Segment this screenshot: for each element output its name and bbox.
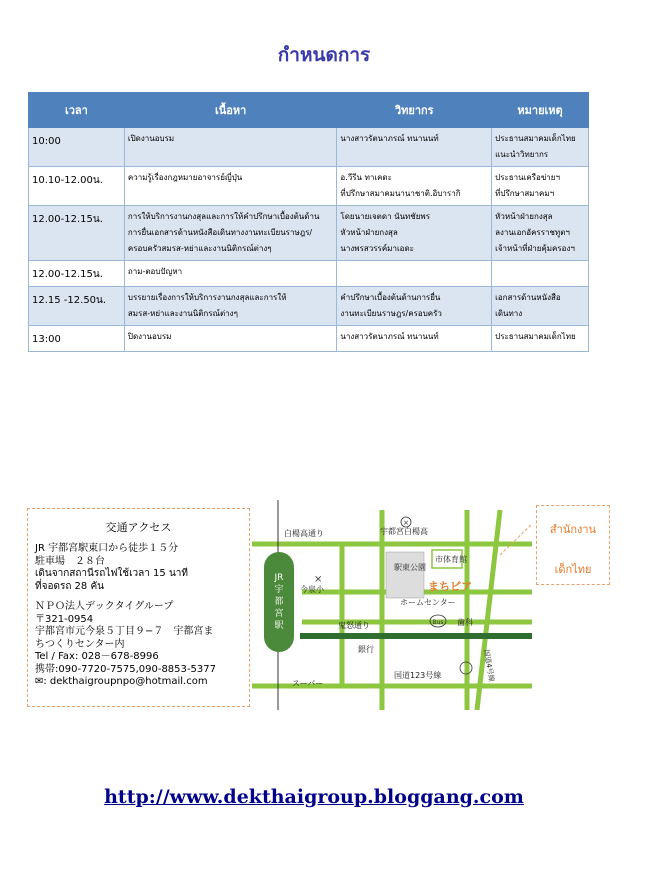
- page-title: กำหนดการ: [277, 44, 371, 66]
- content-cell-line: การยื่นเอกสารด้านหนังสือเดินทางงานทะเบียนราษฎร/: [127, 228, 313, 237]
- access-line: 駐車場 ２８台: [35, 555, 105, 567]
- speaker-cell-line: คำปรึกษาเบื้องต้นด้านการยื่น: [340, 293, 441, 302]
- speaker-cell-line: นางพรสวรรค์มาเอดะ: [340, 244, 414, 253]
- note-cell-line: เจ้าหน้าที่ฝ่ายคุ้มครองฯ: [495, 244, 575, 253]
- note-cell-line: ลงานเอกอัครราชทูตฯ: [495, 228, 570, 237]
- table-row: [29, 287, 589, 326]
- access-line: ＮＰＯ法人デックタイグループ: [35, 601, 174, 612]
- map-office-pointer: [500, 520, 532, 555]
- map-label-imaizumi: 今泉小: [300, 585, 324, 594]
- speaker-cell: [337, 326, 492, 352]
- website-link[interactable]: http://www.dekthaigroup.bloggang.com: [104, 786, 524, 808]
- access-line: ✉: dekthaigroupnpo@hotmail.com: [35, 676, 208, 687]
- speaker-cell-line: หัวหน้าฝ่ายกงสุล: [340, 228, 398, 237]
- note-cell-line: แนะนำวิทยากร: [495, 150, 549, 159]
- access-line: Tel / Fax: 028－678-8996: [35, 651, 159, 662]
- speaker-cell: [337, 128, 492, 167]
- content-cell-line: ครอบครัวสมรส-หย่าและงานนิติกรณ์ต่างๆ: [127, 244, 272, 253]
- content-cell: [124, 128, 337, 167]
- table-row: [29, 326, 589, 352]
- speaker-cell: [337, 261, 492, 287]
- office-line2: เด็กไทย: [554, 563, 592, 576]
- map-label-route123: 国道123号線: [394, 671, 442, 680]
- content-cell-line: บรรยายเรื่องการให้บริการงานกงสุลและการให้: [127, 293, 287, 302]
- content-cell: [124, 206, 337, 261]
- column-header-content: เนื้อหา: [124, 93, 337, 128]
- content-cell-line: ถาม-ตอบปัญหา: [127, 267, 183, 276]
- speaker-cell-line: โดยนายเจตดา นันทชัยพร: [340, 212, 430, 221]
- access-line: 携帯:090-7720-7575,090-8853-5377: [35, 663, 216, 675]
- map-label-home-center: ホームセンター: [400, 598, 456, 607]
- note-cell-line: ประธานสมาคมเด็กไทย: [495, 332, 576, 341]
- access-lines: [35, 543, 242, 689]
- content-cell-line: การให้บริการงานกงสุลและการให้คำปรึกษาเบื้องต้นด้าน: [127, 212, 320, 221]
- speaker-cell-line: ที่ปรึกษาสมาคมนานาชาติ.อิบารากิ: [340, 189, 461, 198]
- office-line1: สำนักงาน: [549, 523, 597, 536]
- speaker-cell-line: นางสาวรัตนาภรณ์ ทนานนท์: [340, 134, 439, 143]
- map-station-label: JR 宇都宮駅: [274, 573, 284, 631]
- map-label-school: 宇都宮白楊高: [380, 527, 428, 536]
- access-line: ที่จอดรถ 28 คัน: [35, 580, 104, 592]
- map-label-bus: Bus: [432, 619, 444, 626]
- map-label-park: 駅東公園: [394, 563, 426, 572]
- access-line: [35, 593, 242, 601]
- table-row: [29, 167, 589, 206]
- note-cell-line: เดินทาง: [495, 309, 523, 318]
- note-cell-line: ประธานเครือข่ายฯ: [495, 173, 560, 182]
- note-cell: [492, 326, 589, 352]
- access-line: 宇都宮市元今泉５丁目９−７ 宇都宮ま: [35, 626, 214, 637]
- map-label-kinu: 鬼怒通り: [338, 621, 370, 630]
- time-cell: 12.00-12.15น.: [29, 206, 125, 261]
- elementary-school-icon: ⨯: [314, 574, 323, 585]
- map-label-gym: 市体育館: [435, 555, 467, 564]
- note-cell: [492, 261, 589, 287]
- table-header-row: [29, 93, 589, 128]
- map-park-area: [386, 552, 424, 598]
- table-row: [29, 261, 589, 287]
- note-cell-line: ที่ปรึกษาสมาคมฯ: [495, 189, 555, 198]
- column-header-note: หมายเหตุ: [492, 93, 589, 128]
- note-cell: [492, 167, 589, 206]
- speaker-cell-line: อ.วีรีน ทาเคดะ: [340, 173, 392, 182]
- note-cell-line: เอกสารด้านหนังสือ: [495, 293, 561, 302]
- speaker-cell-line: นางสาวรัตนาภรณ์ ทนานนท์: [340, 332, 439, 341]
- content-cell-line: ความรู้เรื่องกฎหมายอาจารย์ญี่ปุ่น: [127, 173, 243, 182]
- map-label-venue: まちピア: [428, 580, 472, 593]
- time-cell: 10:00: [29, 128, 125, 167]
- content-cell: [124, 261, 337, 287]
- school-mark-icon: ×: [403, 519, 409, 527]
- access-map: [252, 500, 532, 710]
- content-cell-line: สมรส-หย่าและงานนิติกรณ์ต่างๆ: [127, 309, 238, 318]
- table-row: [29, 206, 589, 261]
- access-heading: 交通アクセス: [105, 521, 172, 534]
- access-info-box: [27, 508, 250, 707]
- speaker-cell: [337, 287, 492, 326]
- map-label-dental: 歯科: [457, 618, 473, 627]
- note-cell: [492, 206, 589, 261]
- note-cell: [492, 128, 589, 167]
- time-cell: 13:00: [29, 326, 125, 352]
- schedule-table: [28, 92, 589, 352]
- access-line: ちつくりセンター内: [35, 638, 125, 650]
- time-cell: 10.10-12.00น.: [29, 167, 125, 206]
- office-callout: [536, 505, 610, 585]
- map-label-bank: 銀行: [358, 645, 374, 654]
- speaker-cell-line: งานทะเบียนราษฎร/ครอบครัว: [340, 309, 442, 318]
- time-cell: 12.00-12.15น.: [29, 261, 125, 287]
- content-cell: [124, 287, 337, 326]
- content-cell-line: ปิดงานอบรม: [127, 332, 172, 341]
- note-cell-line: หัวหน้าฝ่ายกงสุล: [495, 212, 553, 221]
- column-header-time: เวลา: [29, 93, 125, 128]
- content-cell-line: เปิดงานอบรม: [127, 134, 175, 143]
- table-row: [29, 128, 589, 167]
- time-cell: 12.15 -12.50น.: [29, 287, 125, 326]
- map-label-shirahata: 白楊高通り: [284, 529, 324, 538]
- note-cell-line: ประธานสมาคมเด็กไทย: [495, 134, 576, 143]
- note-cell: [492, 287, 589, 326]
- access-line: 〒321-0954: [35, 613, 94, 625]
- map-label-super: スーパー: [292, 679, 324, 688]
- access-line: JR 宇都宮駅東口から徒歩１５分: [35, 543, 179, 554]
- content-cell: [124, 326, 337, 352]
- access-line: เดินจากสถานีรถไฟใช้เวลา 15 นาที: [35, 568, 188, 579]
- column-header-speaker: วิทยากร: [337, 93, 492, 128]
- speaker-cell: [337, 206, 492, 261]
- map-label-route4: 国道4号線: [482, 648, 496, 683]
- content-cell: [124, 167, 337, 206]
- speaker-cell: [337, 167, 492, 206]
